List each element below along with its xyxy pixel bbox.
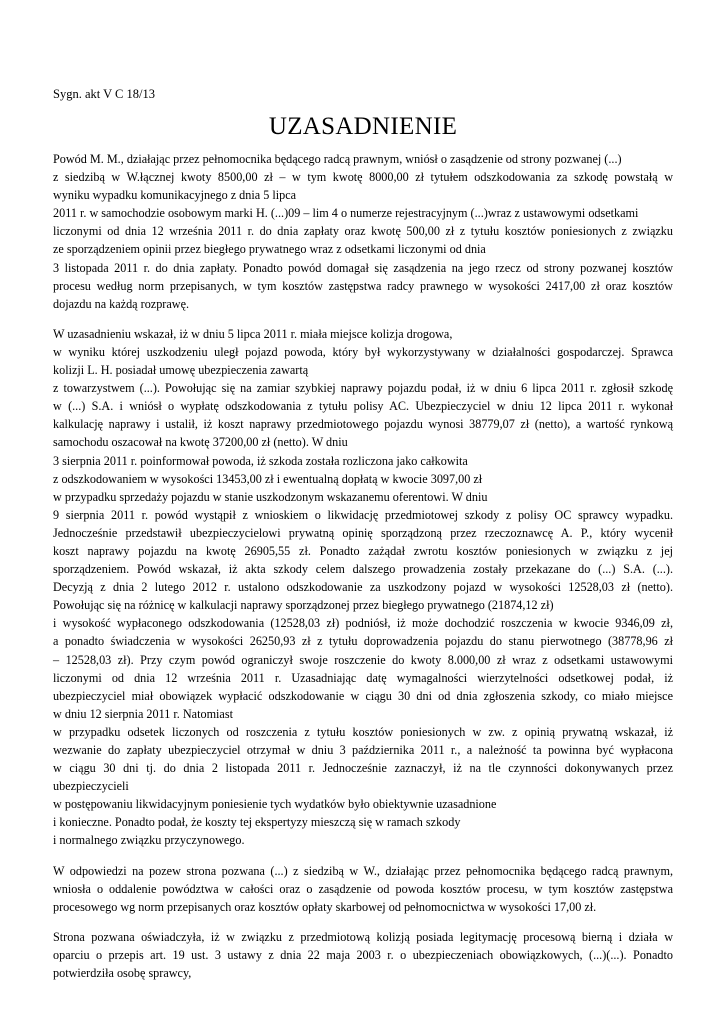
text-line: oparciu o przepis art. 19 ust. 3 ustawy z dnia 22 maja 2003 r. o ubezpieczeniach obowiązkowych, (...)(...). Ponadto xyxy=(53,947,673,962)
text-line: i wysokość wypłaconego odszkodowania (12528,03 zł) podniósł, iż może dochodzić roszczenia w kwocie 9346,09 zł, xyxy=(53,616,673,631)
text-line: sporządzeniem. Powód wskazał, iż akta szkody celem dalszego prowadzenia zostały przekazane do (...) S.A. (...). xyxy=(53,562,673,577)
text-line: procesu według norm przepisanych, w tym kosztów zastępstwa radcy prawnego w wysokości 2417,00 zł oraz kosztów xyxy=(53,278,673,293)
text-line: Decyzją z dnia 2 lutego 2012 r. ustalono odszkodowanie za uszkodzony pojazd w wysokości 12528,03 zł (netto). xyxy=(53,580,673,595)
text-line: samochodu oszacował na kwotę 37200,00 zł (netto). W dniu xyxy=(53,435,348,450)
text-line: w wyniku której uszkodzeniu uległ pojazd powoda, który był wykorzystywany w działalności gospodarczej. Sprawca xyxy=(53,344,673,359)
text-line: W uzasadnieniu wskazał, iż w dniu 5 lipca 2011 r. miała miejsce kolizja drogowa, xyxy=(53,326,453,341)
text-line: ubezpieczyciel miał obowiązek wypłacić odszkodowanie w ciągu 30 dni od dnia zgłoszenia szkody, co miało miejsce xyxy=(53,688,673,703)
text-line: wezwanie do zapłaty ubezpieczyciel otrzymał w dniu 3 października 2011 r., a należność ta powinna być wypłacona xyxy=(53,743,673,757)
text-line: liczonymi od dnia 12 września 2011 r. Uzasadniając datę wymagalności wierzytelności odsetkowej podał, iż xyxy=(53,670,673,685)
paragraph xyxy=(53,928,673,982)
text-line: procesowego wg norm przepisanych oraz kosztów opłaty skarbowej od pełnomocnictwa w wysokości 17,00 zł. xyxy=(53,899,597,914)
text-line: w ciągu 30 dni tj. do dnia 2 listopada 2011 r. Jednocześnie zaznaczył, iż na tle czynności dokonywanych przez xyxy=(53,761,673,776)
text-line: wniosła o oddalenie powództwa w całości oraz o zasądzenie od powoda kosztów procesu, w tym kosztów zastępstwa xyxy=(53,881,673,896)
text-line: kolizji L. H. posiadał umowę ubezpieczenia zawartą xyxy=(53,363,309,378)
text-line: kalkulację naprawy i ustalił, iż koszt naprawy przedmiotowego pojazdu wynosi 38779,07 zł (netto), a wartość rynkową xyxy=(53,417,673,432)
paragraph xyxy=(53,862,673,916)
document-title: UZASADNIENIE xyxy=(268,113,458,140)
text-line: i normalnego związku przyczynowego. xyxy=(53,833,245,848)
text-line: Strona pozwana oświadczyła, iż w związku z przedmiotową kolizją posiada legitymację procesową bierną i działa w xyxy=(53,929,673,944)
text-line: dojazdu na każdą rozprawę. xyxy=(53,296,190,311)
text-line: 3 sierpnia 2011 r. poinformował powoda, iż szkoda została rozliczona jako całkowita xyxy=(53,453,468,468)
document-body xyxy=(53,150,673,982)
text-line: 9 sierpnia 2011 r. powód wystąpił z wnioskiem o likwidację przedmiotowej szkody z polisy OC sprawcy wypadku. xyxy=(53,507,673,522)
text-line: z siedzibą w W.łącznej kwoty 8500,00 zł – w tym kwotę 8000,00 zł tytułem odszkodowania za szkodę powstałą w xyxy=(53,170,673,185)
text-line: w postępowaniu likwidacyjnym poniesienie tych wydatków było obiektywnie uzasadnione xyxy=(53,797,497,812)
case-number: Sygn. akt V C 18/13 xyxy=(53,87,155,101)
text-line: ze sporządzeniem opinii przez biegłego prywatnego wraz z odsetkami liczonymi od dnia xyxy=(53,242,486,257)
text-line: w przypadku odsetek liczonych od roszczenia z tytułu kosztów poniesionych w zw. z opinią prywatną wskazał, iż xyxy=(53,724,673,739)
text-line: koszt naprawy pojazdu na kwotę 26905,55 zł. Ponadto zażądał zwrotu kosztów poniesionych w związku z jej xyxy=(53,543,673,558)
paragraph xyxy=(53,325,673,850)
text-line: 3 listopada 2011 r. do dnia zapłaty. Ponadto powód domagał się zasądzenia na jego rzecz od strony pozwanej kosztów xyxy=(53,260,673,275)
text-line: w przypadku sprzedaży pojazdu w stanie uszkodzonym wskazanemu oferentowi. W dniu xyxy=(53,489,488,504)
text-line: potwierdziła osobę sprawcy, xyxy=(53,966,192,981)
text-line: z odszkodowaniem w wysokości 13453,00 zł i ewentualną dopłatą w kwocie 3097,00 zł xyxy=(53,471,483,486)
text-line: 2011 r. w samochodzie osobowym marki H. (...)09 – lim 4 o numerze rejestracyjnym (...)wraz z ustawowymi odsetkami xyxy=(53,206,639,221)
text-line: Jednocześnie przedstawił ubezpieczycielowi prywatną opinię sporządzoną przez rzeczoznawcę A. P., który wycenił xyxy=(53,525,673,540)
text-line: a ponadto świadczenia w wysokości 26250,93 zł z tytułu doprowadzenia pojazdu do stanu pierwotnego (38778,96 zł xyxy=(53,634,673,649)
text-line: liczonymi od dnia 12 września 2011 r. do dnia zapłaty oraz kwotę 500,00 zł z tytułu kosztów poniesionych z związku xyxy=(53,224,673,239)
text-line: wyniku wypadku komunikacyjnego z dnia 5 lipca xyxy=(53,188,297,203)
text-line: z towarzystwem (...). Powołując się na zamiar szybkiej naprawy pojazdu podał, iż w dniu 6 lipca 2011 r. zgłosił szkodę xyxy=(53,381,673,396)
paragraph xyxy=(53,150,673,313)
document-page xyxy=(53,86,673,994)
text-line: w (...) S.A. i wniósł o wypłatę odszkodowania z tytułu polisy AC. Ubezpieczyciel w dniu 12 lipca 2011 r. wykonał xyxy=(53,399,673,414)
text-line: w dniu 12 sierpnia 2011 r. Natomiast xyxy=(53,706,233,721)
text-line: – 12528,03 zł). Przy czym powód ograniczył swoje roszczenie do kwoty 8.000,00 zł wraz z odsetkami ustawowymi xyxy=(53,652,673,667)
text-line: W odpowiedzi na pozew strona pozwana (...) z siedzibą w W., działając przez pełnomocnika będącego radcą prawnym, xyxy=(53,863,673,878)
text-line: Powołując się na różnicę w kalkulacji naprawy sporządzonej przez biegłego prywatnego (21874,12 zł) xyxy=(53,598,554,613)
text-line: Powód M. M., działając przez pełnomocnika będącego radcą prawnym, wniósł o zasądzenie od strony pozwanej (...) xyxy=(53,152,622,166)
text-line: i konieczne. Ponadto podał, że koszty tej ekspertyzy mieszczą się w ramach szkody xyxy=(53,815,461,830)
text-line: ubezpieczycieli xyxy=(53,779,129,794)
